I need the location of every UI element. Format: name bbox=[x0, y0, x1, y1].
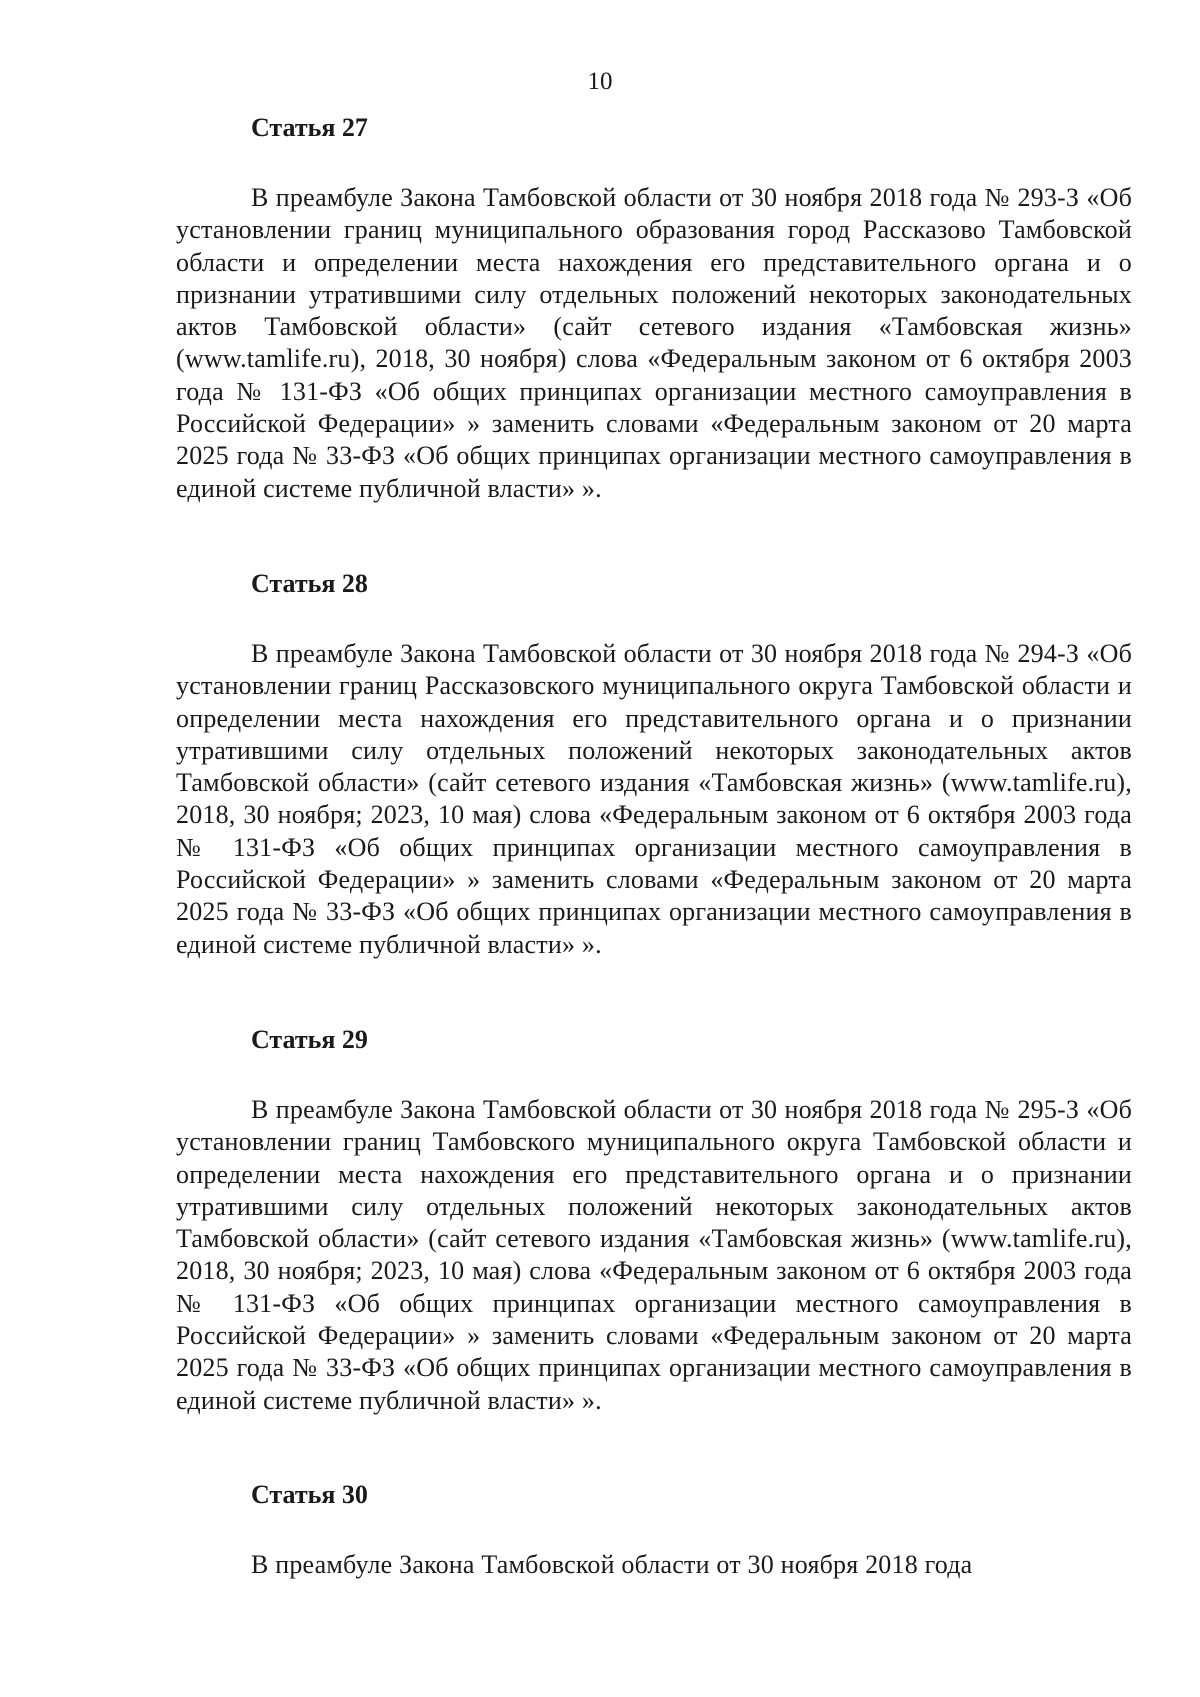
article-text: В преамбуле Закона Тамбовской области от 30 ноября 2018 года № 294-З «Об установлении границ Рассказовского муниципального округа Тамбовской области и определении места нахождения его представительного органа и о признании утратившими силу отдельных положений некоторых законодательных актов Тамбовской области» (сайт сетевого издания «Тамбовская жизнь» (www.tamlife.ru), 2018, 30 ноября; 2023, 10 мая) слова «Федеральным законом от 6 октября 2003 года № 131-ФЗ «Об общих принципах организации местного самоуправления в Российской Федерации» » заменить словами «Федеральным законом от 20 марта 2025 года № 33-ФЗ «Об общих принципах организации местного самоуправления в единой системе публичной власти» ». bbox=[176, 639, 1132, 959]
article-heading: Статья 29 bbox=[251, 1025, 368, 1054]
article-29 bbox=[176, 1024, 1132, 1417]
article-27 bbox=[176, 112, 1132, 505]
article-text: В преамбуле Закона Тамбовской области от 30 ноября 2018 года № 293-З «Об установлении границ муниципального образования город Рассказово Тамбовской области и определении места нахождения его представительного органа и о признании утратившими силу отдельных положений некоторых законодательных актов Тамбовской области» (сайт сетевого издания «Тамбовская жизнь» (www.tamlife.ru), 2018, 30 ноября) слова «Федеральным законом от 6 октября 2003 года № 131-ФЗ «Об общих принципах организации местного самоуправления в Российской Федерации» » заменить словами «Федеральным законом от 20 марта 2025 года № 33-ФЗ «Об общих принципах организации местного самоуправления в единой системе публичной власти» ». bbox=[176, 183, 1132, 503]
article-text: В преамбуле Закона Тамбовской области от 30 ноября 2018 года bbox=[251, 1550, 973, 1579]
article-text: В преамбуле Закона Тамбовской области от 30 ноября 2018 года № 295-З «Об установлении границ Тамбовского муниципального округа Тамбовской области и определении места нахождения его представительного органа и о признании утратившими силу отдельных положений некоторых законодательных актов Тамбовской области» (сайт сетевого издания «Тамбовская жизнь» (www.tamlife.ru), 2018, 30 ноября; 2023, 10 мая) слова «Федеральным законом от 6 октября 2003 года № 131-ФЗ «Об общих принципах организации местного самоуправления в Российской Федерации» » заменить словами «Федеральным законом от 20 марта 2025 года № 33-ФЗ «Об общих принципах организации местного самоуправления в единой системе публичной власти» ». bbox=[176, 1095, 1132, 1415]
article-heading: Статья 30 bbox=[251, 1480, 368, 1509]
page-number: 10 bbox=[587, 68, 613, 95]
article-heading: Статья 27 bbox=[251, 113, 368, 142]
article-heading: Статья 28 bbox=[251, 569, 368, 598]
article-30 bbox=[176, 1479, 1132, 1581]
article-28 bbox=[176, 568, 1132, 961]
